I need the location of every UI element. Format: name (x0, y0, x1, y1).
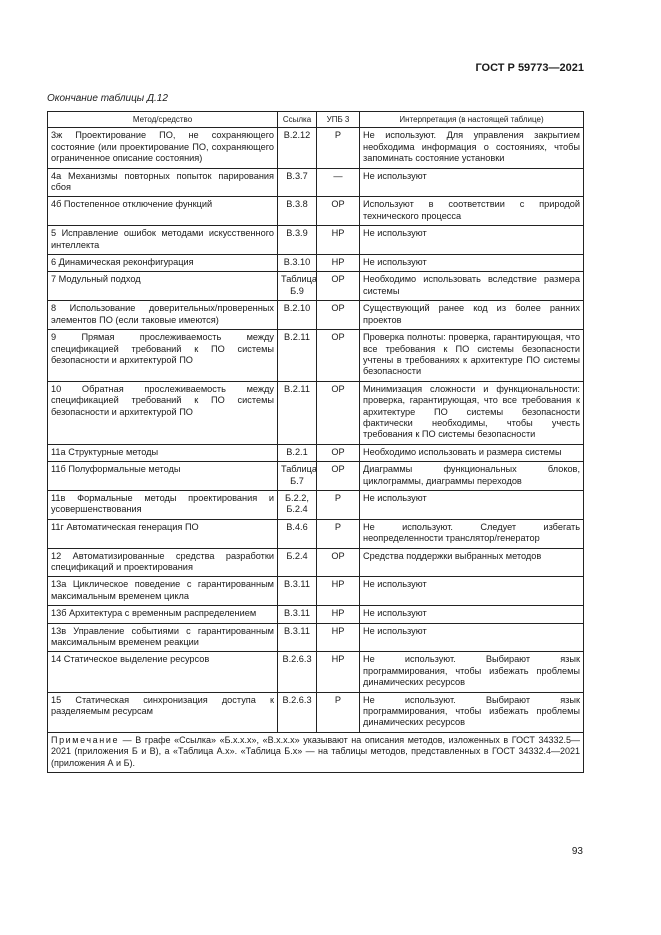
cell-interp: Проверка полноты: проверка, гарантирующая, что все требования к ПО системы безопасности учтены в требованиях к архитектуре ПО системы безопасности (360, 330, 584, 382)
cell-upb: Р (317, 128, 360, 168)
cell-ref: В.2.6.3 (278, 692, 317, 732)
cell-ref: В.3.8 (278, 197, 317, 226)
table-note-row (48, 732, 584, 772)
table-row (48, 577, 584, 606)
cell-method: 12 Автоматизированные средства разработки спецификаций и проектирования (48, 548, 278, 577)
cell-ref: В.2.6.3 (278, 652, 317, 692)
cell-upb: ОР (317, 272, 360, 301)
standard-code: ГОСТ Р 59773—2021 (475, 62, 584, 74)
page-number: 93 (571, 846, 583, 857)
cell-upb: ОР (317, 462, 360, 491)
cell-interp: Не используют (360, 490, 584, 519)
cell-interp: Не используют. Следует избегать неопределенности транслятор/генератор (360, 519, 584, 548)
cell-method: 14 Статическое выделение ресурсов (48, 652, 278, 692)
cell-ref: Б.2.4 (278, 548, 317, 577)
cell-ref: В.3.9 (278, 226, 317, 255)
cell-upb: Р (317, 490, 360, 519)
cell-method: 11б Полуформальные методы (48, 462, 278, 491)
table-row (48, 548, 584, 577)
cell-interp: Минимизация сложности и функциональности: проверка, гарантирующая, что все требования к архитектуре ПО системы безопасности фактически необходимы, чтобы учесть требования к ПО системы безопасности (360, 381, 584, 444)
cell-ref: В.3.7 (278, 168, 317, 197)
cell-upb: — (317, 168, 360, 197)
cell-upb: НР (317, 255, 360, 272)
table-row (48, 462, 584, 491)
cell-upb: Р (317, 692, 360, 732)
cell-interp: Не используют (360, 255, 584, 272)
cell-method: 13б Архитектура с временным распределением (48, 606, 278, 623)
col-header-interp: Интерпретация (в настоящей таблице) (360, 112, 584, 128)
cell-upb: НР (317, 226, 360, 255)
table-row (48, 330, 584, 382)
cell-interp: Используют в соответствии с природой технического процесса (360, 197, 584, 226)
cell-ref: В.3.11 (278, 623, 317, 652)
cell-interp: Средства поддержки выбранных методов (360, 548, 584, 577)
note-text: — В графе «Ссылка» «Б.х.х.х», «В.х.х.х» указывают на описания методов, изложенных в ГОСТ 34332.5—2021 (приложения Б и В), а «Таблица А.х». «Таблица Б.х» — на таблицы методов, представленных в ГОСТ 34332.4—2021 (приложения А и Б). (51, 734, 580, 768)
cell-ref: Б.2.2, Б.2.4 (278, 490, 317, 519)
cell-method: 3ж Проектирование ПО, не сохраняющего состояние (или проектирование ПО, сохраняющего ограниченное описание состояния) (48, 128, 278, 168)
cell-ref: В.3.10 (278, 255, 317, 272)
cell-ref: В.2.12 (278, 128, 317, 168)
cell-ref: Таблица Б.7 (278, 462, 317, 491)
methods-table (47, 111, 584, 773)
cell-interp: Не используют. Для управления закрытием необходима информация о состояниях, чтобы запоминать состояние установки (360, 128, 584, 168)
table-row (48, 272, 584, 301)
cell-upb: Р (317, 519, 360, 548)
table-row (48, 128, 584, 168)
cell-interp: Необходимо использовать и размера системы (360, 444, 584, 461)
cell-method: 11г Автоматическая генерация ПО (48, 519, 278, 548)
cell-interp: Не используют (360, 168, 584, 197)
col-header-method: Метод/средство (48, 112, 278, 128)
cell-upb: НР (317, 623, 360, 652)
cell-upb: НР (317, 652, 360, 692)
cell-upb: НР (317, 577, 360, 606)
cell-method: 5 Исправление ошибок методами искусственного интеллекта (48, 226, 278, 255)
cell-upb: ОР (317, 301, 360, 330)
table-row (48, 197, 584, 226)
cell-method: 4а Механизмы повторных попыток парирования сбоя (48, 168, 278, 197)
cell-method: 9 Прямая прослеживаемость между спецификацией требований к ПО системы безопасности и архитектурой ПО (48, 330, 278, 382)
cell-interp: Не используют (360, 606, 584, 623)
table-row (48, 255, 584, 272)
cell-upb: ОР (317, 197, 360, 226)
cell-upb: НР (317, 606, 360, 623)
cell-interp: Не используют (360, 577, 584, 606)
cell-interp: Не используют. Выбирают язык программирования, чтобы избежать проблемы динамических ресурсов (360, 652, 584, 692)
cell-method: 7 Модульный подход (48, 272, 278, 301)
cell-ref: В.3.11 (278, 606, 317, 623)
cell-ref: В.4.6 (278, 519, 317, 548)
cell-method: 13в Управление событиями с гарантированным максимальным временем реакции (48, 623, 278, 652)
cell-interp: Необходимо использовать вследствие размера системы (360, 272, 584, 301)
cell-method: 15 Статическая синхронизация доступа к разделяемым ресурсам (48, 692, 278, 732)
note-label: Примечание (51, 734, 120, 745)
cell-ref: В.2.11 (278, 381, 317, 444)
cell-interp: Не используют (360, 623, 584, 652)
cell-ref: Таблица Б.9 (278, 272, 317, 301)
table-note (48, 732, 584, 772)
cell-method: 8 Использование доверительных/проверенных элементов ПО (если таковые имеются) (48, 301, 278, 330)
cell-interp: Не используют (360, 226, 584, 255)
col-header-upb: УПБ 3 (317, 112, 360, 128)
cell-upb: ОР (317, 444, 360, 461)
cell-ref: В.2.1 (278, 444, 317, 461)
cell-upb: ОР (317, 381, 360, 444)
table-row (48, 444, 584, 461)
cell-interp: Диаграммы функциональных блоков, циклограммы, диаграммы переходов (360, 462, 584, 491)
cell-upb: ОР (317, 330, 360, 382)
table-row (48, 606, 584, 623)
col-header-ref: Ссылка (278, 112, 317, 128)
table-row (48, 226, 584, 255)
table-row (48, 623, 584, 652)
table-header-row (48, 112, 584, 128)
cell-method: 6 Динамическая реконфигурация (48, 255, 278, 272)
table-row (48, 301, 584, 330)
table-row (48, 381, 584, 444)
cell-ref: В.2.11 (278, 330, 317, 382)
table-row (48, 490, 584, 519)
cell-method: 4б Постепенное отключение функций (48, 197, 278, 226)
cell-ref: В.2.10 (278, 301, 317, 330)
table-row (48, 692, 584, 732)
cell-method: 11в Формальные методы проектирования и усовершенствования (48, 490, 278, 519)
cell-upb: ОР (317, 548, 360, 577)
cell-method: 13а Циклическое поведение с гарантированным максимальным временем цикла (48, 577, 278, 606)
table-row (48, 519, 584, 548)
table-row (48, 652, 584, 692)
cell-interp: Существующий ранее код из более ранних проектов (360, 301, 584, 330)
cell-method: 11а Структурные методы (48, 444, 278, 461)
cell-ref: В.3.11 (278, 577, 317, 606)
table-caption: Окончание таблицы Д.12 (47, 93, 168, 104)
cell-interp: Не используют. Выбирают язык программирования, чтобы избежать проблемы динамических ресурсов (360, 692, 584, 732)
cell-method: 10 Обратная прослеживаемость между спецификацией требований к ПО системы безопасности и архитектурой ПО (48, 381, 278, 444)
table-row (48, 168, 584, 197)
